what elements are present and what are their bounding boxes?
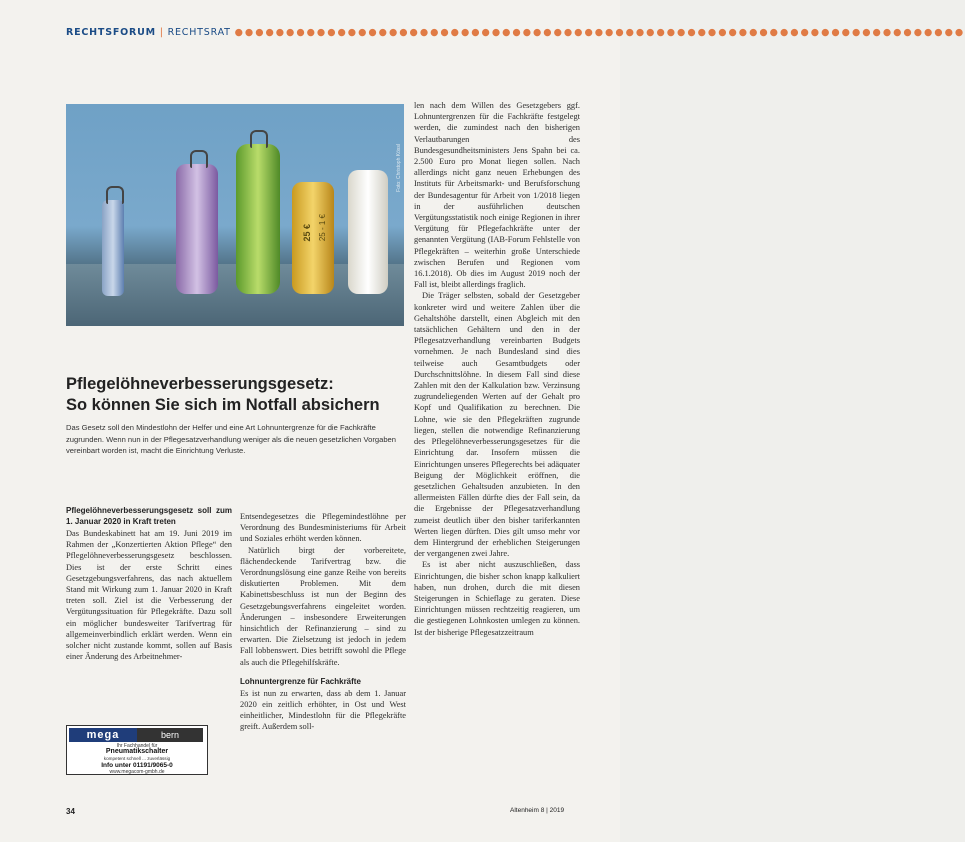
- paper-clip-icon: [190, 150, 208, 168]
- page-number: 34: [66, 807, 75, 816]
- article-title: [66, 374, 411, 416]
- publication-name: Altenheim: [510, 807, 539, 814]
- article-column-1: [66, 505, 232, 662]
- purple-banknote-roll: [176, 164, 218, 294]
- header-subsection: RECHTSRAT: [167, 27, 231, 38]
- banknote-denomination: 25 €: [302, 224, 312, 242]
- column-subheading: Pflegelöhneverbesserungsgesetz soll zum 1. Januar 2020 in Kraft treten: [66, 506, 232, 526]
- banknote-denomination: 25 - 1 €: [318, 214, 327, 242]
- ad-logo-secondary: bern: [137, 728, 203, 742]
- column-text: Natürlich birgt der vorbereitete, flächendeckende Tarifvertrag bzw. die Verordnungslösung eine ganze Reihe von bereits diskutierten Problemen. Mit dem Kabinettsbeschluss ist nun der Beginn des Gesetzgebungsverfahrens eingeleitet worden. Änderungen – insbesondere Erweiterungen hinsichtlich der Refinanzierung – sind zu erwarten. Die Zielsetzung ist jedoch in jedem Fall lobbenswert. Dies betrifft sowohl die Pflege als auch die Pflegehilfskräfte.: [240, 545, 406, 667]
- ad-phone: Info unter 01191/9065-0: [101, 762, 173, 769]
- ad-logo: mega: [69, 728, 137, 742]
- yellow-banknote-roll: [292, 182, 334, 294]
- banknote-rolls-photo: [66, 104, 404, 326]
- paper-clip-icon: [250, 130, 268, 148]
- page-footer-publication: [510, 807, 564, 814]
- article-column-2: [240, 511, 406, 733]
- column-subheading: Lohnuntergrenze für Fachkräfte: [240, 676, 361, 686]
- ad-line: Ihr Fachhandel für: [116, 743, 158, 749]
- column-text: Die Träger selbsten, sobald der Gesetzgeber konkreter wird und weitere Zahlen über die Gehaltshöhe darstellt, einen Abgleich mit den tatsächlichen Gehältern und den in der Pflegesatzverhandlung vereinbarten Budgets vornehmen. Je nach Bundesland sind dies teilweise auch Gesamtbudgets oder Durchschnittslöhne. In diesem Fall sind diese Zahlen mit den der Kalkulation bzw. Verzinsung zugrundeliegenden Werten auf der Gehalt pro Kopf und Qualifikation zu berechnen. Die Lohne, wie sie den Pflegekräften zugrunde liegen, stellen die notwendige Refinanzierung des Pflegelöhneverbesserungsgesetzes für die Einrichtung dar. Insofern müssen die Einrichtungen unseres Pflegerechts bei adäquater Beigung der Möglichkeit eröffnen, die gesetzlichen Gehaltsuden anzubieten. In den allermeisten Fällen dürfte dies der Fall sein, da die Ergebnisse der Pflegesatzverhandlung zumeist deutlich über den bisher tariferkannten Werten liegen dürften. Dies gilt umso mehr vor dem Hintergrund der erheblichen Steigerungen der vergangenen zwei Jahre.: [414, 291, 580, 559]
- column-text: Es ist aber nicht auszuschließen, dass Einrichtungen, die bisher schon knapp kalkuliert haben, nun drohen, durch die mit diesen Steigerungen in Schieflage zu geraten. Diese Einrichtungen müssen rechtzeitig reagieren, um die gestiegenen Lohnkosten umlegen zu können. Ist der bisherige Pflegesatzzeitraum: [414, 560, 580, 637]
- blue-banknote-roll: [102, 200, 124, 296]
- page-header: [66, 27, 965, 41]
- issue-number: 8 | 2019: [540, 807, 565, 814]
- paper-clip-icon: [106, 186, 124, 204]
- header-separator: |: [159, 27, 164, 38]
- photo-credit: Foto: Christoph Kössl: [396, 144, 402, 192]
- header-section: RECHTSFORUM: [66, 27, 156, 38]
- ad-line: kompetent schnell ... zuverlässig: [103, 756, 171, 761]
- article-title-line-1: Pflegelöhneverbesserungsgesetz:: [66, 375, 334, 393]
- receipt-roll: [348, 170, 388, 294]
- ad-headline: Pneumatikschalter: [105, 748, 169, 755]
- green-banknote-roll: [236, 144, 280, 294]
- column-text: len nach dem Willen des Gesetzgebers ggf. Lohnuntergrenzen für die Fachkräfte festgelegt werden, die zumindest nach den bisherigen Verlautbarungen des Bundesgesundheitsministers Jens Spahn bei ca. 2.500 Euro pro Monat liegen sollen. Nach allerdings nicht ganz neuen Erhebungen des Instituts für Arbeitsmarkt- und Berufsforschung der Bundesagentur für Arbeit von 1/2018 liegen in der ausführlichen deutschen Vergütungsstatistik noch einige Regionen in ihrer Vergütung für Pflegefachkräfte unter der genannten Vergütung (IAB-Forum Fehlstelle von Pflegekräften – weiterhin große Unterschiede zwischen Berufen und Regionen vom 16.1.2018). Ob dies im August 2019 noch der Fall ist, bleibt allerdings fraglich.: [414, 101, 580, 290]
- header-dotted-rule: ●●●●●●●●●●●●●●●●●●●●●●●●●●●●●●●●●●●●●●●●●●●●●●●●●●●●●●●●●●●●●●●●●●●●●●●: [234, 27, 965, 38]
- advertisement[interactable]: [66, 725, 208, 775]
- ad-website-link[interactable]: www.megacom-gmbh.de: [109, 769, 165, 775]
- article-column-3: [414, 100, 580, 638]
- column-text: Entsendegesetzes die Pflegemindestlöhne per Verordnung des Bundesministeriums für Arbeit und Soziales erhöht werden können.: [240, 512, 406, 544]
- article-title-line-2: So können Sie sich im Notfall absichern: [66, 396, 380, 414]
- column-text: Das Bundeskabinett hat am 19. Juni 2019 im Rahmen der „Konzertierten Aktion Pflege“ den Pflegelöhneverbesserungsgesetz beschlossen. Dies ist der erste Schritt eines Gesetzgebungsverfahrens, das nach aktuellem Stand mit Wirkung zum 1. Januar 2020 in Kraft treten soll. Ziel ist die Verbesserung der Vergütungssituation für Pflegekräfte. Dazu soll ein möglicher bundesweiter Tarifvertrag für allgemeinverbindlich erklärt werden. Wenn ein solcher nicht zustande kommt, sollen auf Basis einer Änderung des Arbeitnehmer-: [66, 529, 232, 662]
- column-text: Es ist nun zu erwarten, dass ab dem 1. Januar 2020 ein zeitlich erhöhter, in Ost und West einheitlicher, Mindestlohn für die Pflegekräfte greift. Außerdem soll-: [240, 688, 406, 732]
- article-lead: Das Gesetz soll den Mindestlohn der Helfer und eine Art Lohnuntergrenze für die Fachkräfte zugrunden. Wenn nun in der Pflegesatzverhandlung weniger als die neuen gesetzlichen Vorgaben vereinbart worden ist, macht die Einrichtung Verluste.: [66, 423, 396, 455]
